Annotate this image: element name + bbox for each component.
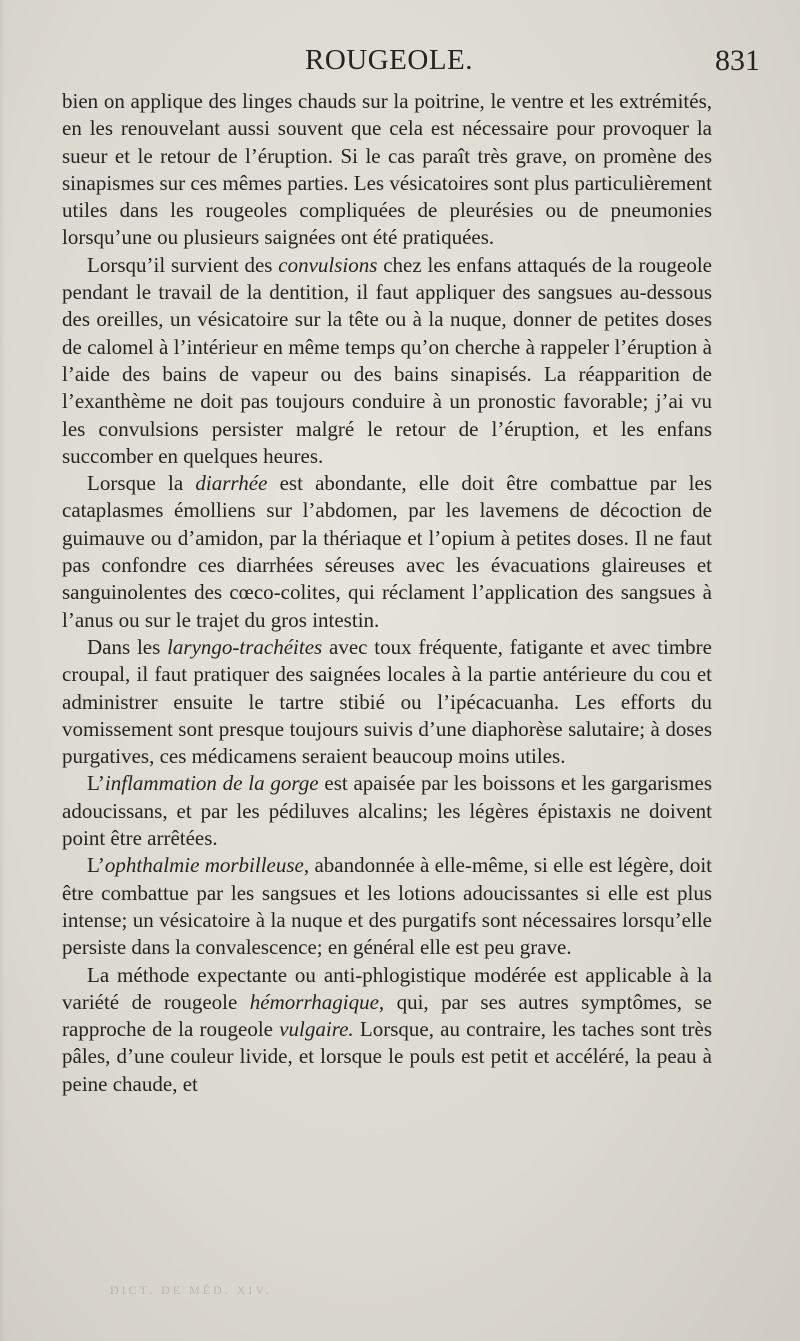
text-run: Lorsqu’il survient des: [87, 252, 279, 277]
italic-term: vulgaire.: [279, 1017, 354, 1042]
text-run: est abondante, elle doit être combattue par les cataplasmes émolliens sur l’abdomen, par les lavemens de décoction de guimauve ou d’amidon, par la thériaque et l’opium à petites doses. Il ne faut pas confondre ces diarrhées séreuses avec les évacuations glaireuses et sanguinolentes des cœco-colites, qui réclament l’application des sangsues à l’anus ou sur le trajet du gros intestin.: [62, 471, 712, 632]
paragraph: [62, 470, 712, 634]
paragraph: [62, 88, 712, 252]
running-title: ROUGEOLE.: [305, 44, 474, 76]
text-run: chez les enfans attaqués de la rougeole pendant le travail de la dentition, il faut appliquer des sangsues au-dessous des oreilles, un vésicatoire sur la tête ou à la nuque, donner de petites doses de calomel à l’intérieur en même temps qu’on cherche à rappeler l’éruption à l’aide des bains de vapeur ou des bains sinapisés. La réapparition de l’exanthème ne doit pas toujours conduire à un pronostic favorable; j’ai vu les convulsions persister malgré le retour de l’éruption, et les enfans succomber en quelques heures.: [62, 252, 712, 468]
body-text: [62, 88, 712, 1098]
text-run: L’: [87, 771, 105, 796]
page-header: [60, 44, 760, 84]
paragraph: [62, 634, 712, 770]
text-run: est apaisée par les boissons et les gargarismes adoucissans, et par les pédiluves alcalins; les légères épistaxis ne doivent point être arrêtées.: [62, 771, 712, 851]
italic-term: ophthalmie morbilleuse: [104, 853, 304, 878]
paragraph: [62, 770, 712, 852]
italic-term: inflammation de la gorge: [104, 771, 319, 796]
text-run: qui, par ses autres symptômes, se rapproche de la rougeole: [62, 989, 712, 1042]
text-run: Lorsque, au contraire, les taches sont très pâles, d’une couleur livide, et lorsque le pouls est petit et accéléré, la peau à peine chaude, et: [62, 1017, 712, 1096]
text-run: Lorsque la: [87, 471, 196, 496]
italic-term: diarrhée: [195, 471, 268, 496]
text-run: , abandonnée à elle-même, si elle est légère, doit être combattue par les sangsues et les lotions adoucissantes si elle est plus intense; un vésicatoire à la nuque et des purgatifs sont nécessaires lorsqu’elle persiste dans la convalescence; en général elle est peu grave.: [62, 853, 712, 960]
text-run: bien on applique des linges chauds sur la poitrine, le ventre et les extrémités, en les renouvelant aussi souvent que cela est nécessaire pour provoquer la sueur et le retour de l’éruption. Si le cas paraît très grave, on promène des sinapismes sur ces mêmes parties. Les vésicatoires sont plus particulièrement utiles dans les rougeoles compliquées de pleurésies ou de pneumonies lorsqu’une ou plusieurs saignées ont été pratiquées.: [62, 89, 712, 250]
italic-term: hémorrhagique,: [249, 989, 385, 1014]
paragraph: [62, 962, 712, 1098]
page-edge-shadow: [0, 0, 6, 1341]
text-run: L’: [87, 853, 105, 878]
text-run: La méthode expectante ou anti-phlogistique modérée est applicable à la variété de rougeole: [62, 962, 712, 1014]
paragraph: [62, 252, 712, 470]
page-number: 831: [715, 44, 760, 77]
text-run: Dans les: [87, 634, 168, 659]
paragraph: [62, 852, 712, 961]
text-run: avec toux fréquente, fatigante et avec timbre croupal, il faut pratiquer des saignées locales à la partie antérieure du cou et administrer ensuite le tartre stibié ou l’ipécacuanha. Les efforts du vomissement sont presque toujours suivis d’une diaphorèse salutaire; à doses purgatives, ces médicamens seraient beaucoup moins utiles.: [62, 634, 712, 769]
italic-term: laryngo-trachéites: [167, 634, 323, 659]
italic-term: convulsions: [278, 252, 378, 277]
signature-mark: DICT. DE MÉD. XIV.: [110, 1283, 272, 1297]
